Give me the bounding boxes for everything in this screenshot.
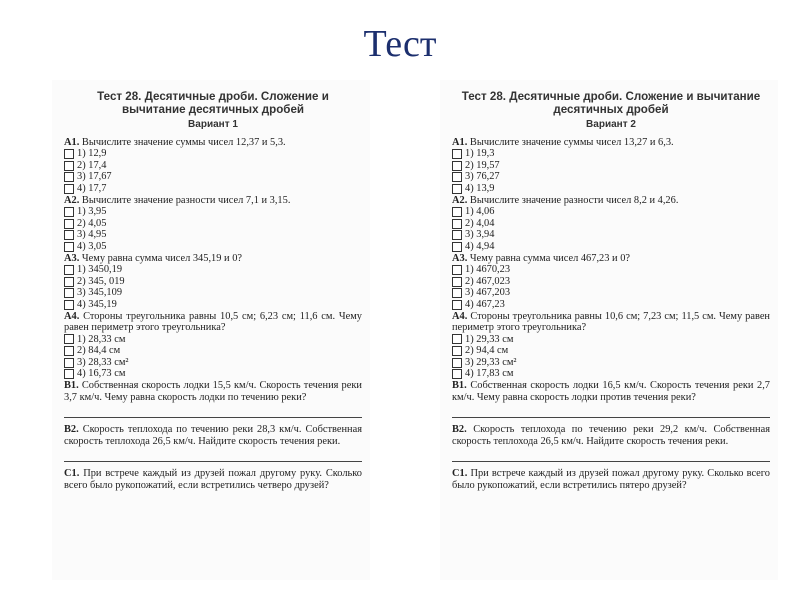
- answer-option-label: 4) 4,94: [465, 240, 495, 252]
- answer-option-label: 1) 4,06: [465, 206, 495, 218]
- answer-option-label: 3) 29,33 см²: [465, 356, 517, 368]
- question-number: A4.: [64, 310, 80, 322]
- answer-checkbox[interactable]: [64, 219, 74, 229]
- answer-checkbox[interactable]: [452, 219, 462, 229]
- answer-option[interactable]: [64, 287, 362, 299]
- answer-option[interactable]: [64, 345, 362, 357]
- question-text: Стороны треугольника равны 10,6 см; 7,23 см; 11,5 см. Чему равен периметр этого треугольника?: [452, 310, 770, 334]
- answer-option-label: 2) 19,57: [465, 159, 500, 171]
- answer-option-label: 1) 19,3: [465, 148, 495, 160]
- answer-option-label: 2) 4,05: [77, 217, 107, 229]
- answer-option[interactable]: [64, 334, 362, 346]
- question-text: Скорость теплохода по течению реки 28,3 км/ч. Собственная скорость теплохода 26,5 км/ч. Найдите скорость течения реки.: [64, 424, 362, 447]
- answer-checkbox[interactable]: [452, 369, 462, 379]
- answer-option-label: 2) 84,4 см: [77, 345, 121, 357]
- question-number: A3.: [64, 252, 80, 264]
- answer-checkbox[interactable]: [64, 230, 74, 240]
- answer-option-label: 3) 17,67: [77, 171, 112, 183]
- answer-option[interactable]: [452, 160, 770, 172]
- question-text: Собственная скорость лодки 16,5 км/ч. Скорость течения реки 2,7 км/ч. Чему равна скорость лодки против течения реки?: [452, 380, 770, 403]
- question-number: B2.: [64, 424, 79, 436]
- answer-option-label: 4) 345,19: [77, 298, 117, 310]
- answer-checkbox[interactable]: [64, 300, 74, 310]
- slide-title: Тест: [363, 23, 437, 65]
- question-a3: [452, 253, 770, 265]
- question-text: Чему равна сумма чисел 345,19 и 0?: [81, 252, 243, 264]
- answer-checkbox[interactable]: [64, 207, 74, 217]
- test-page-variant-2: [440, 80, 778, 580]
- question-a4: [64, 311, 362, 334]
- question-a2: [452, 195, 770, 207]
- question-b1: [64, 380, 362, 403]
- answer-checkbox[interactable]: [64, 242, 74, 252]
- answer-option-label: 4) 17,7: [77, 182, 107, 194]
- answer-checkbox[interactable]: [452, 346, 462, 356]
- answer-option[interactable]: [452, 276, 770, 288]
- answer-option-label: 3) 76,27: [465, 171, 500, 183]
- answer-option-label: 4) 13,9: [465, 182, 495, 194]
- answer-option-label: 3) 4,95: [77, 229, 107, 241]
- answer-option[interactable]: [64, 241, 362, 253]
- answer-line[interactable]: [452, 403, 770, 418]
- answer-option-label: 2) 94,4 см: [465, 345, 509, 357]
- answer-option[interactable]: [64, 357, 362, 369]
- test-page-variant-1: [52, 80, 370, 580]
- question-c1: [452, 468, 770, 491]
- question-text: Скорость теплохода по течению реки 29,2 км/ч. Собственная скорость теплохода 26,5 км/ч. Найдите скорость течения реки.: [452, 424, 770, 447]
- question-text: Стороны треугольника равны 10,5 см; 6,23 см; 11,6 см. Чему равен периметр этого треугольника?: [64, 310, 362, 334]
- answer-option[interactable]: [64, 299, 362, 311]
- question-number: A4.: [452, 310, 468, 322]
- answer-option-label: 3) 28,33 см²: [77, 356, 129, 368]
- question-number: C1.: [452, 468, 468, 480]
- question-text: Чему равна сумма чисел 467,23 и 0?: [469, 252, 631, 264]
- answer-checkbox[interactable]: [64, 184, 74, 194]
- answer-option[interactable]: [64, 160, 362, 172]
- answer-option[interactable]: [64, 148, 362, 160]
- variant-label: Вариант 2: [586, 119, 636, 130]
- answer-option-label: 4) 16,73 см: [77, 368, 126, 380]
- question-a4: [452, 311, 770, 334]
- answer-option-label: 2) 17,4: [77, 159, 107, 171]
- answer-option[interactable]: [452, 148, 770, 160]
- answer-checkbox[interactable]: [64, 346, 74, 356]
- answer-option[interactable]: [452, 218, 770, 230]
- answer-option-label: 1) 3,95: [77, 206, 107, 218]
- answer-option[interactable]: [64, 276, 362, 288]
- answer-checkbox[interactable]: [452, 358, 462, 368]
- answer-option-label: 1) 4670,23: [465, 264, 511, 276]
- answer-option[interactable]: [64, 229, 362, 241]
- answer-option[interactable]: [452, 345, 770, 357]
- answer-checkbox[interactable]: [452, 207, 462, 217]
- answer-option[interactable]: [452, 357, 770, 369]
- question-number: B1.: [452, 380, 467, 392]
- answer-checkbox[interactable]: [452, 334, 462, 344]
- question-text: При встрече каждый из друзей пожал другому руку. Сколько всего было рукопожатий, если встретились четверо друзей?: [64, 468, 362, 492]
- question-a1: [452, 137, 770, 149]
- answer-option-label: 4) 467,23: [465, 298, 505, 310]
- answer-option[interactable]: [452, 287, 770, 299]
- question-b1: [452, 380, 770, 403]
- question-text: При встрече каждый из друзей пожал другому руку. Сколько всего было рукопожатий, если встретились пятеро друзей?: [452, 468, 770, 492]
- answer-checkbox[interactable]: [452, 242, 462, 252]
- answer-line[interactable]: [452, 447, 770, 462]
- answer-checkbox[interactable]: [452, 161, 462, 171]
- question-number: A1.: [64, 136, 80, 148]
- question-number: C1.: [64, 468, 80, 480]
- question-c1: [64, 468, 362, 491]
- answer-option-label: 2) 345, 019: [77, 275, 125, 287]
- answer-option[interactable]: [64, 171, 362, 183]
- question-text: Собственная скорость лодки 15,5 км/ч. Скорость течения реки 3,7 км/ч. Чему равна скорость лодки по течению реки?: [64, 380, 362, 403]
- answer-checkbox[interactable]: [64, 288, 74, 298]
- question-number: A2.: [452, 194, 468, 206]
- answer-option[interactable]: [64, 206, 362, 218]
- answer-checkbox[interactable]: [452, 230, 462, 240]
- answer-checkbox[interactable]: [64, 172, 74, 182]
- answer-option[interactable]: [452, 334, 770, 346]
- question-number: A3.: [452, 252, 468, 264]
- answer-option[interactable]: [452, 206, 770, 218]
- answer-checkbox[interactable]: [64, 277, 74, 287]
- answer-checkbox[interactable]: [64, 161, 74, 171]
- answer-option[interactable]: [64, 264, 362, 276]
- answer-checkbox[interactable]: [452, 172, 462, 182]
- answer-option[interactable]: [452, 183, 770, 195]
- answer-option-label: 1) 12,9: [77, 148, 107, 160]
- question-a1: [64, 137, 362, 149]
- answer-option[interactable]: [452, 241, 770, 253]
- question-number: A1.: [452, 136, 468, 148]
- question-b2: [64, 424, 362, 447]
- answer-option-label: 1) 28,33 см: [77, 333, 126, 345]
- answer-option[interactable]: [64, 368, 362, 380]
- answer-option-label: 4) 3,05: [77, 240, 107, 252]
- answer-checkbox[interactable]: [64, 369, 74, 379]
- answer-option-label: 3) 345,109: [77, 287, 123, 299]
- question-text: Вычислите значение разности чисел 7,1 и 3,15.: [81, 194, 291, 206]
- answer-checkbox[interactable]: [64, 358, 74, 368]
- answer-option[interactable]: [452, 299, 770, 311]
- answer-checkbox[interactable]: [452, 277, 462, 287]
- answer-checkbox[interactable]: [452, 184, 462, 194]
- question-text: Вычислите значение суммы чисел 13,27 и 6,3.: [469, 136, 674, 148]
- question-text: Вычислите значение суммы чисел 12,37 и 5,3.: [81, 136, 286, 148]
- answer-checkbox[interactable]: [64, 265, 74, 275]
- answer-option-label: 3) 3,94: [465, 229, 495, 241]
- answer-option[interactable]: [452, 368, 770, 380]
- test-title: Тест 28. Десятичные дроби. Сложение и вычитание десятичных дробей: [461, 90, 761, 116]
- answer-option[interactable]: [64, 183, 362, 195]
- answer-checkbox[interactable]: [452, 265, 462, 275]
- answer-option[interactable]: [452, 171, 770, 183]
- answer-checkbox[interactable]: [452, 300, 462, 310]
- answer-line[interactable]: [64, 447, 362, 462]
- question-a3: [64, 253, 362, 265]
- answer-checkbox[interactable]: [452, 149, 462, 159]
- answer-option-label: 1) 3450,19: [77, 264, 123, 276]
- answer-option-label: 4) 17,83 см: [465, 368, 514, 380]
- question-text: Вычислите значение разности чисел 8,2 и 4,26.: [469, 194, 679, 206]
- answer-checkbox[interactable]: [452, 288, 462, 298]
- question-a2: [64, 195, 362, 207]
- answer-option-label: 2) 4,04: [465, 217, 495, 229]
- answer-checkbox[interactable]: [64, 334, 74, 344]
- answer-option-label: 3) 467,203: [465, 287, 511, 299]
- question-b2: [452, 424, 770, 447]
- answer-checkbox[interactable]: [64, 149, 74, 159]
- question-number: B1.: [64, 380, 79, 392]
- answer-option-label: 2) 467,023: [465, 275, 511, 287]
- question-number: B2.: [452, 424, 467, 436]
- variant-label: Вариант 1: [188, 119, 238, 130]
- answer-option[interactable]: [452, 264, 770, 276]
- answer-option[interactable]: [64, 218, 362, 230]
- answer-option[interactable]: [452, 229, 770, 241]
- question-number: A2.: [64, 194, 80, 206]
- test-title: Тест 28. Десятичные дроби. Сложение и вычитание десятичных дробей: [97, 90, 329, 116]
- answer-line[interactable]: [64, 403, 362, 418]
- answer-option-label: 1) 29,33 см: [465, 333, 514, 345]
